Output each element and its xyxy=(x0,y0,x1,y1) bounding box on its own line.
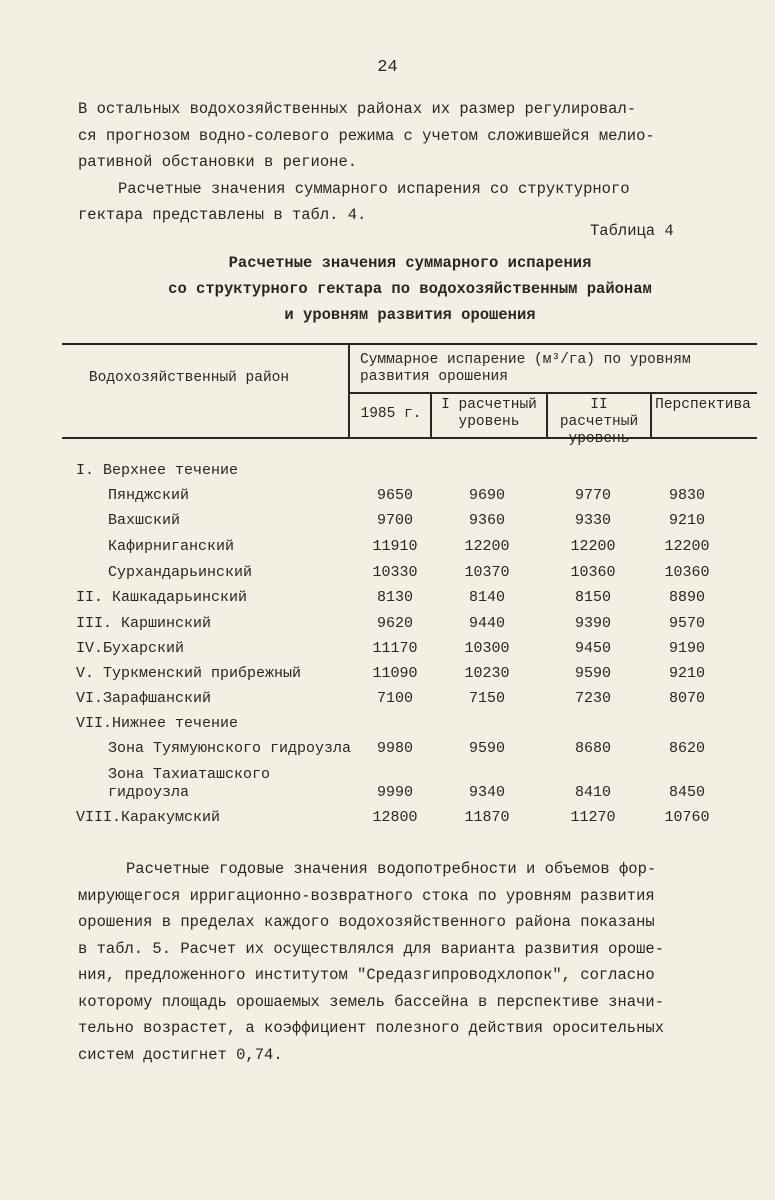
intro-line: ративной обстановки в регионе. xyxy=(78,153,358,171)
value-level-1: 9340 xyxy=(468,784,505,801)
value-level-2: 9330 xyxy=(574,512,611,529)
outro-line: в табл. 5. Расчет их осуществлялся для варианта развития ороше- xyxy=(78,939,664,958)
table-vertical-rule xyxy=(546,392,548,438)
value-level-1: 9360 xyxy=(468,512,505,529)
table-label: Таблица 4 xyxy=(590,222,674,240)
table-title-line: Расчетные значения суммарного испарения xyxy=(228,254,592,272)
row-label: Пянджский xyxy=(108,487,190,504)
row-label: II. Кашкадарьинский xyxy=(76,589,248,606)
value-perspective: 9210 xyxy=(668,512,705,529)
table-row xyxy=(0,462,775,484)
row-label: III. Каршинский xyxy=(76,615,212,632)
outro-line: Расчетные годовые значения водопотребности и объемов фор- xyxy=(126,860,657,878)
header-col-1985: 1985 г. xyxy=(360,406,422,422)
value-1985: 11090 xyxy=(372,665,418,682)
row-label: IV.Бухарский xyxy=(76,640,185,657)
row-label: V. Туркменский прибрежный xyxy=(76,665,302,682)
outro-paragraph xyxy=(78,856,758,1068)
value-1985: 9700 xyxy=(376,512,413,529)
table-row xyxy=(0,784,775,806)
intro-paragraph xyxy=(78,96,738,229)
value-level-1: 10230 xyxy=(464,665,510,682)
value-level-2: 9450 xyxy=(574,640,611,657)
table-vertical-rule xyxy=(650,392,652,438)
outro-line: тельно возрастет, а коэффициент полезного действия оросительных xyxy=(78,1019,664,1037)
value-perspective: 9190 xyxy=(668,640,705,657)
table-header-bottom-rule xyxy=(62,437,757,439)
table-title-line: со структурного гектара по водохозяйственным районам xyxy=(168,280,652,298)
table-vertical-rule xyxy=(348,343,350,438)
outro-line: орошения в пределах каждого водохозяйственного района показаны xyxy=(78,913,655,931)
row-label: I. Верхнее течение xyxy=(76,462,239,479)
row-label: Зона Туямуюнского гидроузла xyxy=(108,740,352,757)
table-row xyxy=(0,589,775,611)
value-1985: 9620 xyxy=(376,615,413,632)
value-level-2: 8410 xyxy=(574,784,611,801)
table-row xyxy=(0,487,775,509)
value-perspective: 8620 xyxy=(668,740,705,757)
table-row xyxy=(0,809,775,831)
value-perspective: 9210 xyxy=(668,665,705,682)
value-1985: 11170 xyxy=(372,640,418,657)
value-level-1: 12200 xyxy=(464,538,510,555)
row-label: Вахшский xyxy=(108,512,181,529)
value-1985: 8130 xyxy=(376,589,413,606)
value-1985: 9990 xyxy=(376,784,413,801)
header-group: Суммарное испарение (м³/га) по уровням развития орошения xyxy=(360,352,691,385)
value-perspective: 9570 xyxy=(668,615,705,632)
row-label: Кафирниганский xyxy=(108,538,235,555)
header-col-level-2: II расчетный уровень xyxy=(559,397,639,447)
value-level-1: 9690 xyxy=(468,487,505,504)
value-1985: 12800 xyxy=(372,809,418,826)
table-row xyxy=(0,564,775,586)
value-1985: 10330 xyxy=(372,564,418,581)
value-level-2: 9590 xyxy=(574,665,611,682)
value-1985: 9650 xyxy=(376,487,413,504)
intro-line: гектара представлены в табл. 4. xyxy=(78,206,367,224)
value-level-1: 10370 xyxy=(464,564,510,581)
value-perspective: 10760 xyxy=(664,809,710,826)
table-row xyxy=(0,665,775,687)
intro-line: В остальных водохозяйственных районах их размер регулировал- xyxy=(78,100,637,118)
value-level-2: 9390 xyxy=(574,615,611,632)
value-level-1: 11870 xyxy=(464,809,510,826)
table-row xyxy=(0,740,775,762)
intro-line: ся прогнозом водно-солевого режима с учетом сложившейся мелио- xyxy=(78,126,655,145)
table-title-line: и уровням развития орошения xyxy=(284,306,536,324)
row-label: VII.Нижнее течение xyxy=(76,715,239,732)
outro-line: систем достигнет 0,74. xyxy=(78,1045,283,1064)
value-perspective: 8890 xyxy=(668,589,705,606)
value-1985: 11910 xyxy=(372,538,418,555)
value-level-2: 12200 xyxy=(570,538,616,555)
row-label: Сурхандарьинский xyxy=(108,564,253,581)
value-level-2: 8680 xyxy=(574,740,611,757)
value-perspective: 8450 xyxy=(668,784,705,801)
row-label: VI.Зарафшанский xyxy=(76,690,212,707)
value-perspective: 10360 xyxy=(664,564,710,581)
row-label: Зона Тахиаташского xyxy=(108,766,271,783)
header-col-perspective: Перспектива xyxy=(655,397,751,413)
value-level-1: 9590 xyxy=(468,740,505,757)
value-level-2: 10360 xyxy=(570,564,616,581)
row-label: VIII.Каракумский xyxy=(76,809,221,826)
row-label: гидроузла xyxy=(108,784,190,801)
table-row xyxy=(0,690,775,712)
table-vertical-rule xyxy=(430,392,432,438)
value-level-2: 11270 xyxy=(570,809,616,826)
value-perspective: 12200 xyxy=(664,538,710,555)
table-row xyxy=(0,538,775,560)
value-level-1: 8140 xyxy=(468,589,505,606)
value-1985: 7100 xyxy=(376,690,413,707)
value-level-1: 9440 xyxy=(468,615,505,632)
value-level-2: 9770 xyxy=(574,487,611,504)
value-perspective: 9830 xyxy=(668,487,705,504)
value-level-2: 7230 xyxy=(574,690,611,707)
value-level-1: 7150 xyxy=(468,690,505,707)
table-row xyxy=(0,640,775,662)
outro-line: ния, предложенного институтом "Средазгипроводхлопок", согласно xyxy=(78,966,655,984)
header-col-level-1: I расчетный уровень xyxy=(441,397,537,430)
value-level-2: 8150 xyxy=(574,589,611,606)
table-row xyxy=(0,512,775,534)
intro-line: Расчетные значения суммарного испарения со структурного xyxy=(118,179,630,198)
table-title xyxy=(60,250,760,328)
page-number: 24 xyxy=(377,58,398,77)
outro-line: которому площадь орошаемых земель бассейна в перспективе значи- xyxy=(78,992,664,1011)
value-level-1: 10300 xyxy=(464,640,510,657)
table-subheader-rule xyxy=(350,392,757,394)
table-row xyxy=(0,715,775,737)
value-perspective: 8070 xyxy=(668,690,705,707)
table-top-rule xyxy=(62,343,757,345)
header-region: Водохозяйственный район xyxy=(88,370,290,386)
table-row xyxy=(0,615,775,637)
outro-line: мирующегося ирригационно-возвратного стока по уровням развития xyxy=(78,886,655,905)
value-1985: 9980 xyxy=(376,740,413,757)
